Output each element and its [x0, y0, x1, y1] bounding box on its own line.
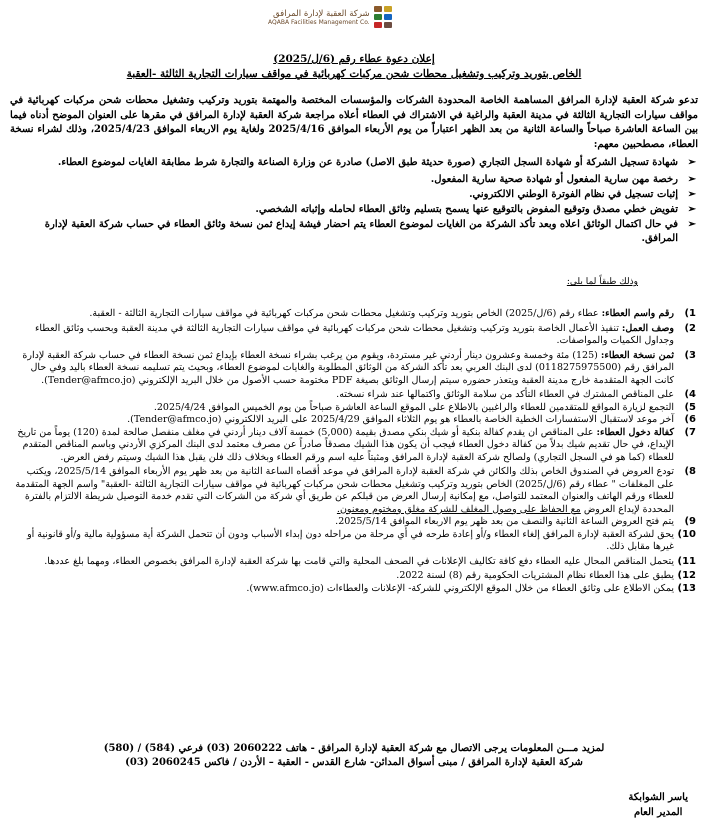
company-logo — [268, 6, 392, 28]
term-text: آخر موعد لاستقبال الاستفسارات الخطية الخاصة بالعطاء هو يوم الثلاثاء الموافق 2025/4/29 على البريد الالكتروني (Tender@afmco.jo). — [127, 414, 674, 425]
term-number: 8) — [684, 466, 696, 477]
term-text: يمكن الاطلاع على وثائق العطاء من خلال الموقع الإلكتروني للشركة- الإعلانات والعطاءات (www.afmco.jo). — [246, 582, 674, 594]
term-label: كفالة دخول العطاء: — [596, 426, 674, 438]
term-number: 6) — [684, 414, 696, 425]
announcement-header — [10, 52, 698, 82]
term-number: 1) — [684, 308, 696, 319]
term-item — [10, 466, 698, 516]
term-item — [10, 350, 698, 388]
logo-arabic-name: شركة العقبة لإدارة المرافق — [273, 8, 370, 19]
term-item — [10, 529, 698, 554]
signature-block — [628, 790, 688, 820]
term-text: على المناقص المشترك في العطاء التأكد من سلامة الوثائق واكتمالها عند شراء نسخته. — [336, 389, 674, 400]
term-number: 3) — [684, 349, 696, 361]
term-text: على المناقص ان يقدم كفالة بنكية أو شيك بنكي مصدق بقيمة (5,000) خمسة آلاف دينار أردني في مغلف منفصل صالحة لمدة (120) يوماً من تاريخ الإيداع، في حال تقديم شيك بدلاً من كفالة دخول العطاء فيجب أن يكون هذا الشيك مصدقاً صادراً عن مصرف معتمد لدى البنك المركزي الأردني وباسم المناقص المتقدم للعطاء (كما هو في السجل التجاري) ولصالح شركة العقبة لإدارة المرافق ومثبتاً عليه اسم ورقم العطاء وبخلاف ذلك فلن يقبل هذا الشيك وسيتم رفض العرض. — [17, 426, 674, 463]
term-item — [10, 583, 698, 596]
term-number: 13) — [677, 582, 696, 594]
term-text: يتحمل المناقص المحال عليه العطاء دفع كافة تكاليف الإعلانات في الصحف المحلية والتي قامت بها شركة العقبة لإدارة المرافق بخصوص العطاء، ومهما بلغ عددها. — [44, 555, 674, 567]
requirements-list — [10, 156, 698, 249]
terms-list — [10, 308, 698, 595]
requirement-item: ➢ في حال اكتمال الوثائق اعلاه وبعد تأكد الشركة من الغايات لموضوع العطاء يتم احضار فيشة إيداع ثمن نسخة وثائق العطاء في حساب شركة العقبة لإدارة المرافق. — [10, 218, 698, 246]
term-number: 12) — [677, 570, 696, 581]
term-text: يتم فتح العروض الساعة الثانية والنصف من بعد ظهر يوم الاربعاء الموافق 2025/5/14. — [335, 516, 674, 527]
requirement-item: ➢ شهادة تسجيل الشركة أو شهادة السجل التجاري (صورة حديثة طبق الاصل) صادرة عن وزارة الصناعة والتجارة شرط مطابقة الغايات لموضوع العطاء. — [10, 156, 698, 170]
term-item — [10, 516, 698, 529]
term-text: يطبق على هذا العطاء نظام المشتريات الحكومية رقم (8) لسنة 2022. — [396, 570, 674, 581]
contact-address-line: شركة العقبة لإدارة المرافق / مبنى أسواق المدائن- شارع القدس - العقبة – الأردن / فاكس 2060245 (03) — [125, 757, 583, 768]
term-text: يحق لشركة العقبة لإدارة المرافق إلغاء العطاء و/أو إعادة طرحه في أي مرحلة من مراحله دون إبداء الأسباب ودون أن تتحمل الشركة أية مسؤولية مالية و/أو قانونية أو غيرها مقابل ذلك. — [27, 528, 674, 552]
term-label: ثمن نسخة العطاء: — [600, 349, 674, 361]
contact-phone-line: لمزيد مـــن المعلومات يرجى الاتصال مع شركة العقبة لإدارة المرافق - هاتف 2060222 (03) فرعي (584) / (580) — [103, 743, 605, 754]
requirement-item: ➢ رخصة مهن سارية المفعول أو شهادة صحية سارية المفعول. — [10, 173, 698, 187]
term-number: 2) — [684, 322, 696, 334]
term-number: 11) — [677, 555, 696, 567]
requirement-item: ➢ إثبات تسجيل في نظام الفوترة الوطني الالكتروني. — [10, 188, 698, 202]
tender-title: إعلان دعوة عطاء رقم (6/ل/2025) — [273, 53, 435, 65]
term-text: (125) مئة وخمسة وعشرون دينار أردني غير مستردة، ويقوم من يرغب بشراء نسخة العطاء بإيداع ثمن نسخة العطاء في حساب شركة العقبة لإدارة المرافق رقم (0118275975500) لدى البنك العربي بعد تأكد الشركة من الوثائق المطلوبة والغايات لموضوع العطاء، وبحيث يتم تسليمه نسخة العطاء باليد وفي حال كانت الجهة المتقدمة خارج مدينة العقبة ويتعذر حضوره سيتم إرسال الوثائق بصيغة PDF مختومة حسب الأصول من خلال البريد الإلكتروني (Tender@afmco.jo). — [22, 349, 674, 386]
term-number: 10) — [677, 528, 696, 540]
signatory-title: المدير العام — [633, 807, 683, 818]
intro-paragraph: تدعو شركة العقبة لإدارة المرافق المساهمة الخاصة المحدودة الشركات والمؤسسات المختصة والمهتمة بتوريد وتركيب وتشغيل محطات شحن مركبات كهربائية في مواقف سيارات التجارية الثالثة في مدينة العقبة والراغبة في الاشتراك في العطاء أعلاه مراجعة شركة العقبة لإدارة المرافق في مقرها على العنوان الموضح أدناه فيما بين الساعة العاشرة صباحاً والساعة الثانية من بعد الظهر اعتباراً من يوم الأربعاء الموافق 2025/4/16 ولغاية يوم الاربعاء الموافق 2025/4/23، وذلك لشراء نسخة العطاء، مصطحبين معهم: — [10, 95, 698, 150]
term-text: تنفيذ الأعمال الخاصة بتوريد وتركيب وتشغيل محطات شحن مركبات كهربائية في مواقف سيارات التجارية الثالثة في مدينة العقبة وبحسب وثائق العطاء وجداول الكميات والمواصفات. — [34, 322, 674, 346]
term-item — [10, 556, 698, 569]
contact-info — [10, 742, 698, 770]
term-text: عطاء رقم (6/ل/2025) الخاص بتوريد وتركيب وتشغيل محطات شحن مركبات كهربائية في مواقف سيارات التجارية الثالثة - العقبة. — [89, 308, 599, 319]
term-number: 7) — [684, 426, 696, 438]
term-number: 5) — [684, 401, 696, 413]
term-item — [10, 389, 698, 402]
term-item — [10, 427, 698, 465]
company-logo-icon — [374, 6, 392, 28]
terms-lead: وذلك طبقاً لما يلي: — [566, 277, 638, 287]
term-number: 9) — [684, 516, 696, 527]
term-item — [10, 414, 698, 427]
term-item — [10, 570, 698, 583]
requirement-item: ➢ تفويض خطي مصدق وتوقيع المفوض بالتوقيع عنها يسمح بتسليم وثائق العطاء لحامله وإثباته الشخصي. — [10, 203, 698, 217]
signatory-name: ياسر الشوابكة — [628, 792, 688, 803]
term-item — [10, 323, 698, 348]
term-text: تودع العروض في الصندوق الخاص بذلك والكائن في شركة العقبة لإدارة المرافق في موعد أقصاه الساعة الثانية من بعد ظهر يوم الأربعاء الموافق 2025/5/14، ويكتب على المغلفات " عطاء رقم (6/ل/2025) الخاص بتوريد وتركيب وتشغيل محطات شحن مركبات كهربائية في مواقف سيارات التجارية الثالثة -العقبة" واسم الجهة المتقدمة للعطاء ورقم الهاتف والعنوان المعتمد للتواصل، مع إمكانية إرسال العرض من قبلكم عن طريق أي شركة من الشركات التي تقدم خدمة التوصيل شريطة الالتزام بالفترة المحددة لإيداع العروض — [15, 466, 674, 515]
term-label: رقم واسم العطاء: — [601, 308, 674, 319]
term-label: وصف العمل: — [621, 322, 674, 334]
logo-english-name: AQABA Facilities Management Co. — [268, 18, 370, 26]
term-number: 4) — [684, 389, 696, 400]
term-text-underlined: مع الحفاظ على وصول المغلف للشركة مغلق ومختوم ومعنون. — [336, 503, 581, 515]
term-item — [10, 308, 698, 321]
tender-subtitle: الخاص بتوريد وتركيب وتشغيل محطات شحن مركبات كهربائية في مواقف سيارات التجارية الثالثة -العقبة — [126, 68, 582, 80]
term-item — [10, 402, 698, 415]
term-text: التجمع لزيارة المواقع للمتقدمين للعطاء والراغبين بالاطلاع على الموقع الساعة العاشرة صباحاً من يوم الخميس الموافق 2025/4/24. — [153, 401, 674, 413]
